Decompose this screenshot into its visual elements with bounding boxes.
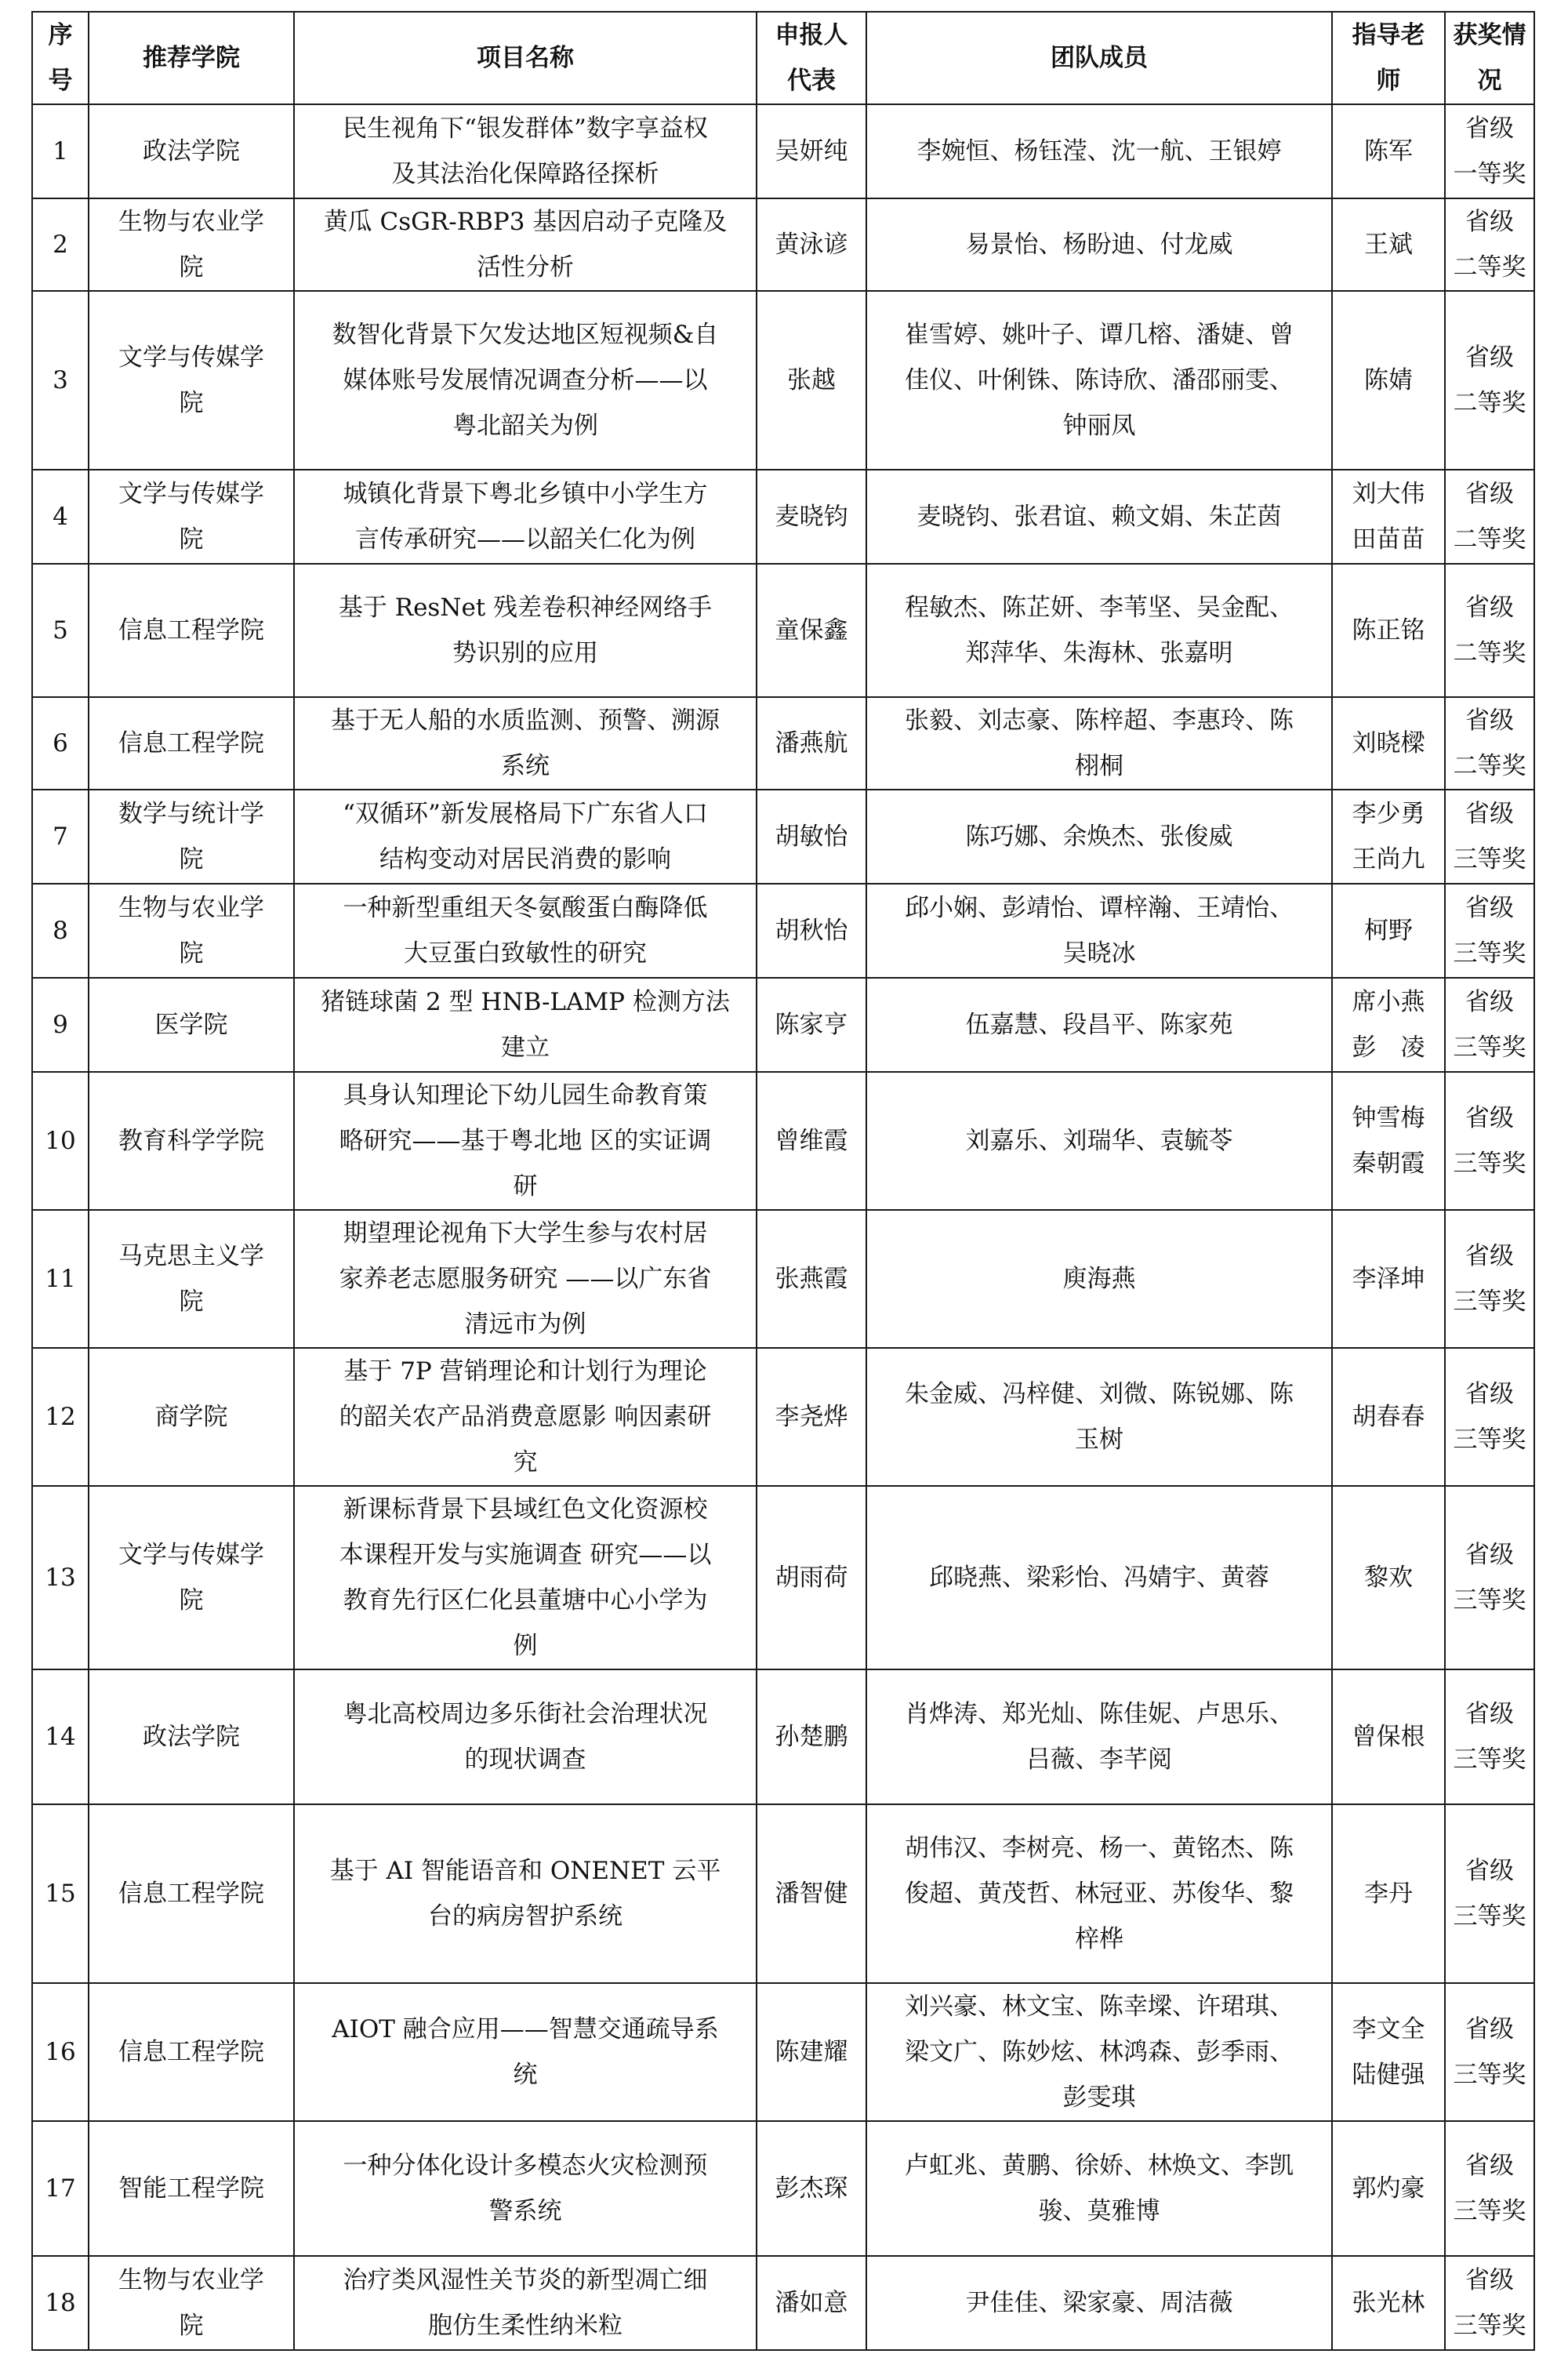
cell-college: 数学与统计学 院: [89, 790, 294, 884]
cell-college: 医学院: [89, 978, 294, 1072]
cell-award: 省级 二等奖: [1445, 470, 1534, 564]
table-row: [32, 2256, 1534, 2350]
cell-advisor: 李文全 陆健强: [1332, 1983, 1445, 2121]
table-row: [32, 790, 1534, 884]
table-row: [32, 1486, 1534, 1669]
cell-project: 期望理论视角下大学生参与农村居 家养老志愿服务研究 ——以广东省 清远市为例: [294, 1210, 757, 1348]
cell-members: 伍嘉慧、段昌平、陈家苑: [866, 978, 1332, 1072]
cell-project: 基于 7P 营销理论和计划行为理论 的韶关农产品消费意愿影 响因素研 究: [294, 1348, 757, 1486]
cell-members: 庾海燕: [866, 1210, 1332, 1348]
cell-no: 7: [32, 790, 89, 884]
table-row: [32, 470, 1534, 564]
cell-award: 省级 二等奖: [1445, 564, 1534, 697]
table-row: [32, 1983, 1534, 2121]
cell-award: 省级 二等奖: [1445, 291, 1534, 470]
cell-members: 胡伟汉、李树亮、杨一、黄铭杰、陈 俊超、黄茂哲、林冠亚、苏俊华、黎 梓桦: [866, 1804, 1332, 1983]
cell-award: 省级 三等奖: [1445, 1486, 1534, 1669]
cell-advisor: 李泽坤: [1332, 1210, 1445, 1348]
cell-members: 麦晓钧、张君谊、赖文娟、朱芷茵: [866, 470, 1332, 564]
cell-no: 5: [32, 564, 89, 697]
cell-award: 省级 三等奖: [1445, 2256, 1534, 2350]
table-row: [32, 978, 1534, 1072]
cell-rep: 陈家亨: [757, 978, 866, 1072]
cell-rep: 童保鑫: [757, 564, 866, 697]
cell-award: 省级 三等奖: [1445, 1669, 1534, 1804]
cell-award: 省级 三等奖: [1445, 1072, 1534, 1210]
cell-no: 2: [32, 198, 89, 291]
cell-rep: 黄泳谚: [757, 198, 866, 291]
cell-members: 易景怡、杨盼迪、付龙威: [866, 198, 1332, 291]
cell-advisor: 王斌: [1332, 198, 1445, 291]
cell-advisor: 张光林: [1332, 2256, 1445, 2350]
cell-project: 新课标背景下县域红色文化资源校 本课程开发与实施调查 研究——以 教育先行区仁化县董塘中心小学为 例: [294, 1486, 757, 1669]
cell-advisor: 刘大伟 田苗苗: [1332, 470, 1445, 564]
cell-award: 省级 三等奖: [1445, 978, 1534, 1072]
cell-award: 省级 二等奖: [1445, 697, 1534, 790]
cell-members: 刘嘉乐、刘瑞华、袁毓苓: [866, 1072, 1332, 1210]
cell-college: 信息工程学院: [89, 564, 294, 697]
cell-award: 省级 一等奖: [1445, 104, 1534, 198]
cell-members: 尹佳佳、梁家豪、周洁薇: [866, 2256, 1332, 2350]
cell-advisor: 郭灼豪: [1332, 2121, 1445, 2256]
header-row: [32, 12, 1534, 104]
cell-members: 程敏杰、陈芷妍、李苇坚、吴金配、 郑萍华、朱海林、张嘉明: [866, 564, 1332, 697]
cell-advisor: 胡春春: [1332, 1348, 1445, 1486]
cell-award: 省级 三等奖: [1445, 1210, 1534, 1348]
table-row: [32, 104, 1534, 198]
table-row: [32, 564, 1534, 697]
cell-advisor: 柯野: [1332, 884, 1445, 978]
cell-college: 生物与农业学 院: [89, 884, 294, 978]
table-row: [32, 884, 1534, 978]
cell-rep: 孙楚鹏: [757, 1669, 866, 1804]
cell-project: 基于 ResNet 残差卷积神经网络手 势识别的应用: [294, 564, 757, 697]
header-no: 序 号: [32, 12, 89, 104]
cell-award: 省级 三等奖: [1445, 790, 1534, 884]
cell-rep: 胡雨荷: [757, 1486, 866, 1669]
cell-college: 政法学院: [89, 1669, 294, 1804]
header-award: 获奖情 况: [1445, 12, 1534, 104]
cell-advisor: 黎欢: [1332, 1486, 1445, 1669]
cell-advisor: 刘晓樑: [1332, 697, 1445, 790]
cell-project: 一种分体化设计多模态火灾检测预 警系统: [294, 2121, 757, 2256]
cell-members: 邱小娴、彭靖怡、谭梓瀚、王靖怡、 吴晓冰: [866, 884, 1332, 978]
table-row: [32, 1210, 1534, 1348]
cell-rep: 张燕霞: [757, 1210, 866, 1348]
cell-rep: 胡秋怡: [757, 884, 866, 978]
cell-advisor: 钟雪梅 秦朝霞: [1332, 1072, 1445, 1210]
cell-award: 省级 三等奖: [1445, 1348, 1534, 1486]
cell-rep: 陈建耀: [757, 1983, 866, 2121]
cell-advisor: 曾保根: [1332, 1669, 1445, 1804]
cell-college: 马克思主义学 院: [89, 1210, 294, 1348]
cell-rep: 胡敏怡: [757, 790, 866, 884]
cell-project: 城镇化背景下粤北乡镇中小学生方 言传承研究——以韶关仁化为例: [294, 470, 757, 564]
cell-no: 16: [32, 1983, 89, 2121]
cell-project: 数智化背景下欠发达地区短视频&自 媒体账号发展情况调查分析——以 粤北韶关为例: [294, 291, 757, 470]
cell-project: 粤北高校周边多乐街社会治理状况 的现状调查: [294, 1669, 757, 1804]
cell-no: 14: [32, 1669, 89, 1804]
cell-rep: 张越: [757, 291, 866, 470]
cell-project: “双循环”新发展格局下广东省人口 结构变动对居民消费的影响: [294, 790, 757, 884]
cell-members: 李婉恒、杨钰滢、沈一航、王银婷: [866, 104, 1332, 198]
cell-project: AIOT 融合应用——智慧交通疏导系 统: [294, 1983, 757, 2121]
table-row: [32, 1669, 1534, 1804]
cell-no: 17: [32, 2121, 89, 2256]
cell-rep: 潘智健: [757, 1804, 866, 1983]
cell-advisor: 陈正铭: [1332, 564, 1445, 697]
cell-members: 肖烨涛、郑光灿、陈佳妮、卢思乐、 吕薇、李芊阅: [866, 1669, 1332, 1804]
cell-project: 具身认知理论下幼儿园生命教育策 略研究——基于粤北地 区的实证调 研: [294, 1072, 757, 1210]
cell-project: 基于无人船的水质监测、预警、溯源 系统: [294, 697, 757, 790]
cell-award: 省级 三等奖: [1445, 2121, 1534, 2256]
cell-college: 信息工程学院: [89, 697, 294, 790]
cell-project: 民生视角下“银发群体”数字享益权 及其法治化保障路径探析: [294, 104, 757, 198]
cell-no: 10: [32, 1072, 89, 1210]
header-advisor: 指导老 师: [1332, 12, 1445, 104]
cell-award: 省级 三等奖: [1445, 884, 1534, 978]
header-college: 推荐学院: [89, 12, 294, 104]
cell-advisor: 李少勇 王尚九: [1332, 790, 1445, 884]
cell-no: 3: [32, 291, 89, 470]
table-row: [32, 2121, 1534, 2256]
cell-rep: 潘燕航: [757, 697, 866, 790]
cell-project: 黄瓜 CsGR-RBP3 基因启动子克隆及 活性分析: [294, 198, 757, 291]
cell-advisor: 李丹: [1332, 1804, 1445, 1983]
cell-rep: 潘如意: [757, 2256, 866, 2350]
cell-college: 生物与农业学 院: [89, 198, 294, 291]
cell-no: 15: [32, 1804, 89, 1983]
cell-project: 一种新型重组天冬氨酸蛋白酶降低 大豆蛋白致敏性的研究: [294, 884, 757, 978]
table-row: [32, 697, 1534, 790]
header-project: 项目名称: [294, 12, 757, 104]
cell-award: 省级 三等奖: [1445, 1983, 1534, 2121]
cell-no: 12: [32, 1348, 89, 1486]
table-body: [32, 104, 1534, 2350]
cell-college: 政法学院: [89, 104, 294, 198]
cell-members: 崔雪婷、姚叶子、谭几榕、潘婕、曾 佳仪、叶俐铢、陈诗欣、潘邵丽雯、 钟丽凤: [866, 291, 1332, 470]
cell-college: 教育科学学院: [89, 1072, 294, 1210]
cell-members: 朱金威、冯梓健、刘微、陈锐娜、陈 玉树: [866, 1348, 1332, 1486]
header-members: 团队成员: [866, 12, 1332, 104]
cell-project: 治疗类风湿性关节炎的新型凋亡细 胞仿生柔性纳米粒: [294, 2256, 757, 2350]
cell-rep: 曾维霞: [757, 1072, 866, 1210]
cell-award: 省级 三等奖: [1445, 1804, 1534, 1983]
header-rep: 申报人 代表: [757, 12, 866, 104]
cell-college: 生物与农业学 院: [89, 2256, 294, 2350]
table-row: [32, 198, 1534, 291]
cell-project: 猪链球菌 2 型 HNB-LAMP 检测方法 建立: [294, 978, 757, 1072]
cell-rep: 彭杰琛: [757, 2121, 866, 2256]
cell-rep: 吴妍纯: [757, 104, 866, 198]
cell-project: 基于 AI 智能语音和 ONENET 云平 台的病房智护系统: [294, 1804, 757, 1983]
cell-no: 11: [32, 1210, 89, 1348]
cell-college: 信息工程学院: [89, 1983, 294, 2121]
cell-no: 13: [32, 1486, 89, 1669]
cell-college: 文学与传媒学 院: [89, 1486, 294, 1669]
cell-advisor: 陈婧: [1332, 291, 1445, 470]
cell-rep: 麦晓钧: [757, 470, 866, 564]
cell-no: 18: [32, 2256, 89, 2350]
cell-no: 6: [32, 697, 89, 790]
cell-college: 文学与传媒学 院: [89, 470, 294, 564]
table-row: [32, 291, 1534, 470]
table-row: [32, 1072, 1534, 1210]
table-row: [32, 1348, 1534, 1486]
cell-no: 8: [32, 884, 89, 978]
table-row: [32, 1804, 1534, 1983]
cell-members: 陈巧娜、余焕杰、张俊威: [866, 790, 1332, 884]
cell-members: 邱晓燕、梁彩怡、冯婧宇、黄蓉: [866, 1486, 1332, 1669]
cell-members: 卢虹兆、黄鹏、徐娇、林焕文、李凯 骏、莫雅博: [866, 2121, 1332, 2256]
cell-college: 商学院: [89, 1348, 294, 1486]
cell-members: 张毅、刘志豪、陈梓超、李惠玲、陈 栩桐: [866, 697, 1332, 790]
cell-no: 1: [32, 104, 89, 198]
cell-no: 9: [32, 978, 89, 1072]
cell-award: 省级 二等奖: [1445, 198, 1534, 291]
cell-no: 4: [32, 470, 89, 564]
cell-college: 智能工程学院: [89, 2121, 294, 2256]
cell-members: 刘兴豪、林文宝、陈幸墚、许珺琪、 梁文广、陈妙炫、林鸿森、彭季雨、 彭雯琪: [866, 1983, 1332, 2121]
cell-college: 信息工程学院: [89, 1804, 294, 1983]
awards-table: [31, 11, 1535, 2351]
cell-advisor: 席小燕 彭 凌: [1332, 978, 1445, 1072]
cell-advisor: 陈军: [1332, 104, 1445, 198]
cell-rep: 李尧烨: [757, 1348, 866, 1486]
cell-college: 文学与传媒学 院: [89, 291, 294, 470]
